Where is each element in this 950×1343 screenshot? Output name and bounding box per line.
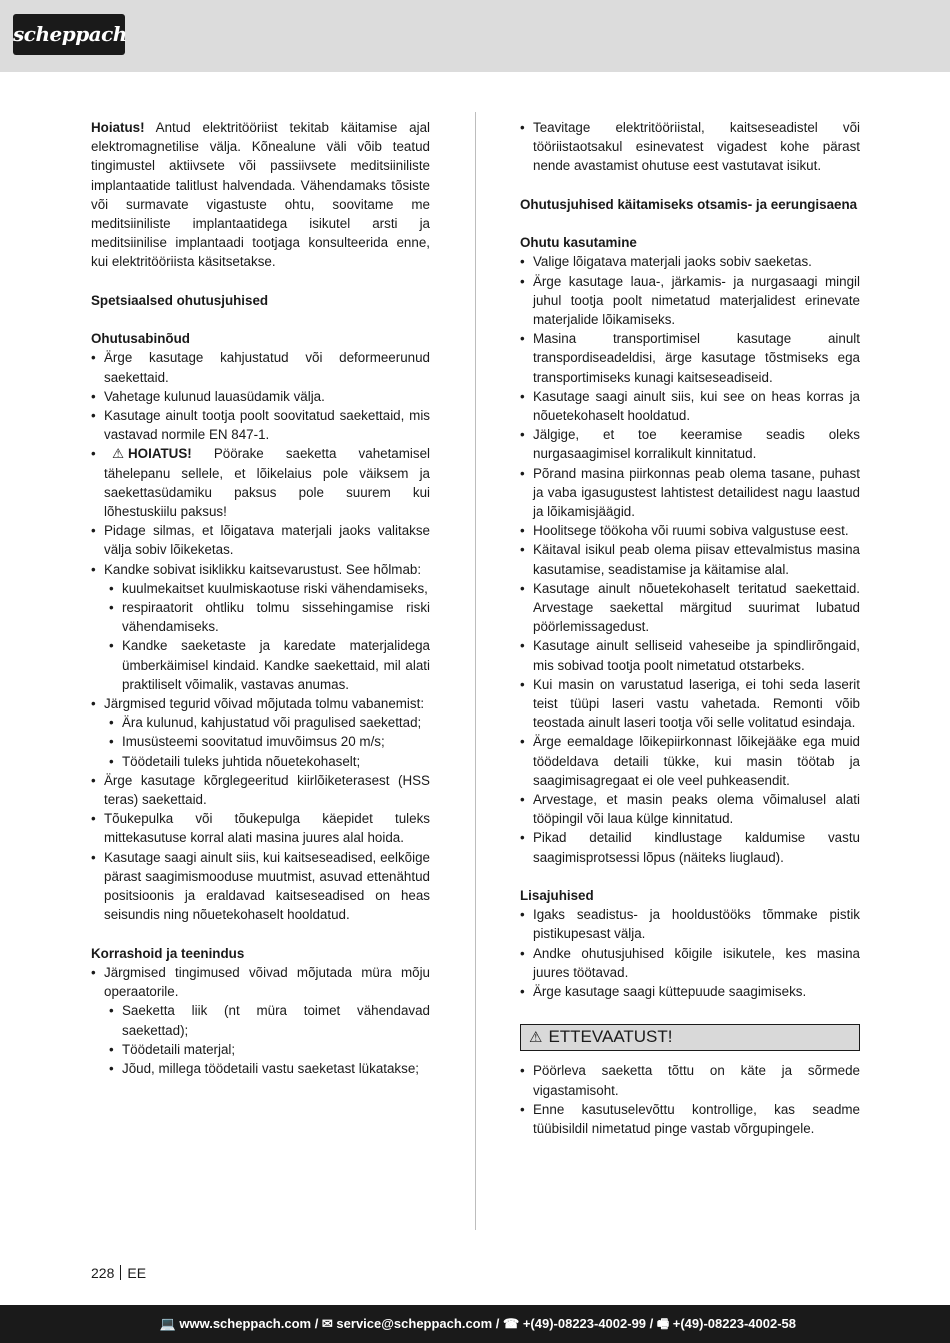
list-item-ppe bbox=[91, 560, 430, 694]
warning-label: HOIATUS! bbox=[128, 446, 192, 462]
list-item: • Ärge kasutage kahjustatud või deformeerunud saekettaid. bbox=[91, 348, 430, 386]
intro-warning-label: Hoiatus! bbox=[91, 120, 145, 135]
heading-additional-instructions: Lisajuhised bbox=[520, 888, 594, 904]
list-item: • Teavitage elektritööriistal, kaitseseadistel või tööriistaotsakul esinevatest vigadest kohe pärast nende avastamist ohutuse eest vastutavat isikut. bbox=[520, 118, 860, 176]
caution-banner bbox=[520, 1024, 860, 1051]
sub-list-item: • respiraatorit ohtliku tolmu sissehingamise riski vähendamiseks. bbox=[104, 598, 430, 636]
list-item: • Valige lõigatava materjali jaoks sobiv saeketas. bbox=[520, 252, 860, 271]
list-item: • Vahetage kulunud lauasüdamik välja. bbox=[91, 387, 430, 406]
list-item: • Kasutage ainult selliseid vaheseibe ja spindlirõngaid, mis sobivad tootja poolt nimetatud otstarbeks. bbox=[520, 636, 860, 674]
list-item-warning bbox=[91, 444, 430, 521]
sub-list-item: • Kandke saeketaste ja karedate materjalidega ümberkäimisel kindaid. Kandke saekettaid, mil alati praktiliselt võimalik, vastavas anumas. bbox=[104, 636, 430, 694]
dust-sublist bbox=[104, 713, 430, 771]
list-item: • Käitaval isikul peab olema piisav ettevalmistus masina kasutamise, seadistamise ja käitamise alal. bbox=[520, 540, 860, 578]
warning-triangle-icon: ⚠ bbox=[112, 446, 125, 462]
intro-paragraph bbox=[91, 118, 430, 272]
noise-sublist bbox=[104, 1001, 430, 1078]
list-item-noise bbox=[91, 963, 430, 1078]
sub-list-item: • kuulmekaitset kuulmiskaotuse riski vähendamiseks, bbox=[104, 579, 430, 598]
list-item: • Kasutage ainult tootja poolt soovitatud saekettaid, mis vastavad normile EN 847-1. bbox=[91, 406, 430, 444]
list-item: • Jälgige, et toe keeramise seadis oleks nurgasaagimisel korralikult kinnitatud. bbox=[520, 425, 860, 463]
list-item: • Pöörleva saeketta tõttu on käte ja sõrmede vigastamisoht. bbox=[520, 1061, 860, 1099]
heading-maintenance: Korrashoid ja teenindus bbox=[91, 945, 245, 961]
page-number: 228 bbox=[91, 1265, 115, 1281]
list-item: • Kasutage ainult nõuetekohaselt teritatud saekettaid. Arvestage saekettal märgitud suurimat lubatud pöörlemissagedust. bbox=[520, 579, 860, 637]
list-item: • Arvestage, et masin peaks olema võimalusel alati tööpingil või laua külge kinnitatud. bbox=[520, 790, 860, 828]
list-item: • Pikad detailid kindlustage kaldumise vastu saagimisprotsessi lõpus (näiteks liuglaud). bbox=[520, 828, 860, 866]
heading-safety-measures: Ohutusabinõud bbox=[91, 331, 190, 347]
intro-text: Antud elektritööriist tekitab käitamise ajal elektromagnetilise välja. Kõnealune väli võib teatud tingimustel aktiivsete või passiivsete meditsiiniliste implantaatide talitlust halvendada. Vähendamaks tõsiste või surmavate vigastuste ohtu, soovitame me meditsiiniliste implantaatidega isikutel arsti ja meditsiinilise implantaadi tootjaga konsulteerida enne, kui elektritööriista käsitsetakse. bbox=[91, 120, 430, 270]
sub-list-item: • Töödetaili tuleks juhtida nõuetekohaselt; bbox=[104, 752, 430, 771]
list-item: • Igaks seadistus- ja hooldustööks tõmmake pistik pistikupesast välja. bbox=[520, 905, 860, 943]
sub-list-item: • Jõud, millega töödetaili vastu saeketast lükatakse; bbox=[104, 1059, 430, 1078]
contact-info: 💻 www.scheppach.com / ✉ service@scheppach.com / ☎ +(49)-08223-4002-99 / 🖷 +(49)-08223-4002-58 bbox=[159, 1316, 796, 1331]
left-column bbox=[91, 118, 430, 1078]
header-bar bbox=[0, 0, 950, 72]
caution-label: ETTEVAATUST! bbox=[548, 1027, 673, 1047]
scheppach-logo: scheppach bbox=[13, 14, 125, 55]
list-item: • Kui masin on varustatud laseriga, ei tohi seda laserit teist tüüpi laseri vastu vahetada. Remonti võib teostada ainult laseri tootja või selle volitatud esindaja. bbox=[520, 675, 860, 733]
right-column bbox=[520, 118, 860, 1138]
list-item: • Andke ohutusjuhised kõigile isikutele, kes masina juures töötavad. bbox=[520, 944, 860, 982]
sub-list-item: • Imusüsteemi soovitatud imuvõimsus 20 m/s; bbox=[104, 732, 430, 751]
list-item: • Ärge eemaldage lõikepiirkonnast lõikejääke ega muid töödeldava detaili tükke, kui masin töötab ja saagimisagregaat ei ole veel puhkeasendit. bbox=[520, 732, 860, 790]
list-item: • Ärge kasutage kõrglegeeritud kiirlõiketerasest (HSS teras) saekettaid. bbox=[91, 771, 430, 809]
column-divider bbox=[475, 112, 476, 1230]
list-item: • Enne kasutuselevõttu kontrollige, kas seadme tüübisildil nimetatud pinge vastab võrgupingele. bbox=[520, 1100, 860, 1138]
list-item: • Ärge kasutage laua-, järkamis- ja nurgasaagi mingil juhul tootja poolt nimetatud materjalidest erinevate materjalide lõikamiseks. bbox=[520, 272, 860, 330]
list-item: • Pidage silmas, et lõigatava materjali jaoks valitakse välja sobiv lõikeketas. bbox=[91, 521, 430, 559]
contact-bar bbox=[0, 1305, 950, 1343]
dust-text: Järgmised tegurid võivad mõjutada tolmu vabanemist: bbox=[104, 696, 425, 712]
list-item: • Tõukepulka või tõukepulga käepidet tuleks mittekasutuse korral alati masina juures alal hoida. bbox=[91, 809, 430, 847]
list-item: • Kasutage saagi ainult siis, kui see on heas korras ja nõuetekohaselt hooldatud. bbox=[520, 387, 860, 425]
maintenance-list bbox=[91, 963, 430, 1078]
ppe-sublist bbox=[104, 579, 430, 694]
list-item: • Masina transportimisel kasutage ainult transpordiseadeldisi, ärge kasutage tõstmiseks ega transportimiseks kunagi kaitseseadiseid. bbox=[520, 329, 860, 387]
noise-text: Järgmised tingimused võivad mõjutada müra mõju operaatorile. bbox=[104, 964, 430, 1000]
list-item-dust bbox=[91, 694, 430, 771]
sub-list-item: • Ära kulunud, kahjustatud või pragulised saekettad; bbox=[104, 713, 430, 732]
report-list bbox=[520, 118, 860, 176]
list-item: • Põrand masina piirkonnas peab olema tasane, puhast ja vaba igasugustest lahtistest detailidest nagu laastud ja lõikamisjäägid. bbox=[520, 464, 860, 522]
sub-list-item: • Töödetaili materjal; bbox=[104, 1040, 430, 1059]
warning-triangle-icon: ⚠ bbox=[529, 1029, 543, 1047]
caution-list bbox=[520, 1061, 860, 1138]
sub-list-item: • Saeketta liik (nt müra toimet vähendavad saekettad); bbox=[104, 1001, 430, 1039]
language-code: EE bbox=[127, 1265, 147, 1281]
additional-list bbox=[520, 905, 860, 1001]
heading-mitre-saw-instructions: Ohutusjuhised käitamiseks otsamis- ja eerungisaena bbox=[520, 196, 858, 212]
list-item: • Kasutage saagi ainult siis, kui kaitseseadised, eelkõige pärast saagimismooduse muutmist, asuvad ettenähtud positsioonis ja eraldavad kaitseseadised on heas seisundis ning nõuetekohaselt hooldatud. bbox=[91, 848, 430, 925]
list-item: • Hoolitsege töökoha või ruumi sobiva valgustuse eest. bbox=[520, 521, 860, 540]
warning-text: Pöörake saeketta vahetamisel tähelepanu sellele, et lõikelaius pole väiksem ja saekettasüdamiku paksus pole suurem kui lõhestuskiilu paksus! bbox=[104, 446, 430, 520]
heading-safe-use: Ohutu kasutamine bbox=[520, 235, 637, 251]
footer-separator bbox=[120, 1265, 121, 1280]
ppe-text: Kandke sobivat isiklikku kaitsevarustust. See hõlmab: bbox=[104, 561, 422, 577]
safe-use-list bbox=[520, 252, 860, 867]
heading-special-instructions: Spetsiaalsed ohutusjuhised bbox=[91, 292, 269, 308]
page-footer bbox=[91, 1265, 146, 1281]
safety-measures-list bbox=[91, 348, 430, 924]
list-item: • Ärge kasutage saagi küttepuude saagimiseks. bbox=[520, 982, 860, 1001]
